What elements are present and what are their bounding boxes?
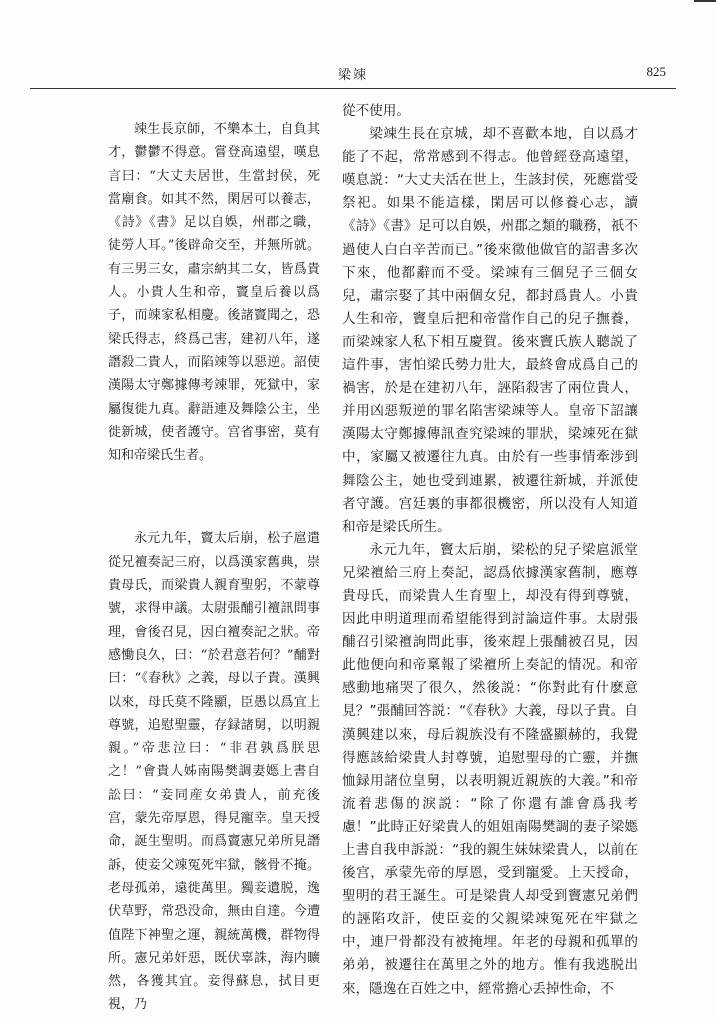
translation-paragraph-2: 永元九年，竇太后崩，梁松的兒子梁扈派堂兄梁襢給三府上奏記，認爲依據漢家舊制，應尊貴母氏，而梁貴人生育聖上，却没有得到尊號，因此申明道理而希望能得到討論這件事。太尉張酺召引梁襢詢問此事，後來趕上張酺被召見，因此他便向和帝稟報了梁襢所上奏記的情况。和帝感動地痛哭了很久，然後説：“你對此有什麽意見？”張酺回答説：“《春秋》大義，母以子貴。自漢興建以來，母后親族没有不隆盛顯赫的，我覺得應該給梁貴人封尊號，追慰聖母的亡靈，并撫恤録用諸位皇舅，以表明親近親族的大義。”和帝流着悲傷的淚説：“除了你還有誰會爲我考慮！”此時正好梁貴人的姐姐南陽樊調的妻子梁嫕上書自我申訴説：“我的親生妹妹梁貴人，以前在後宫，承蒙先帝的厚恩，受到寵愛。上天授命，聖明的君王誕生。可是梁貴人却受到竇憲兄弟們的誣陷攻訐，使臣妾的父親梁竦冤死在牢獄之中，連尸骨都没有被掩埋。年老的母親和孤單的弟弟，被遷往在萬里之外的地方。惟有我逃脱出來，隱逸在百姓之中，經常擔心丢掉性命，不 (342, 541, 638, 997)
original-paragraph-2: 永元九年，竇太后崩，松子扈遣從兄襢奏記三府，以爲漢家舊典，崇貴母氏，而梁貴人親育聖躬，不蒙尊號，求得申議。太尉張酺引襢訊問事理，會後召見，因白襢奏記之狀。帝感慟良久，曰：“於君意若何？”酺對曰：“《春秋》之義，母以子貴。漢興以來，母氏莫不隆顯，臣愚以爲宜上尊號，追慰聖靈，存録諸舅，以明親親。”帝悲泣曰：“非君孰爲朕思之！”會貴人姊南陽樊調妻嫕上書自訟曰：“妾同産女弟貴人，前充後宫，蒙先帝厚恩，得見寵幸。皇天授命，誕生聖明。而爲竇憲兄弟所見譖訴，使妾父竦冤死牢獄，骸骨不掩。老母孤弟，遠徙萬里。獨妾遺脱，逸伏草野，常恐没命，無由自達。今遭值陛下神聖之運，親統萬機，群物得所。憲兄弟奸惡，既伏辜誅，海内曠然，各獲其宜。妾得蘇息，拭目更視，乃 (108, 531, 320, 1013)
page-header (30, 64, 676, 88)
original-paragraph-1: 竦生長京師，不樂本土，自負其才，鬱鬱不得意。嘗登高遠望，嘆息言曰：“大丈夫居世，生當封侯，死當廟食。如其不然，閑居可以養志，《詩》《書》足以自娛，州郡之職，徒勞人耳。”後辟命交至，并無所就。有三男三女，肅宗納其二女，皆爲貴人。小貴人生和帝，竇皇后養以爲子，而竦家私相慶。後諸竇聞之，恐梁氏得志，終爲己害，建初八年，遂譖殺二貴人，而陷竦等以惡逆。詔使漢陽太守鄭據傳考竦罪，死獄中，家屬復徙九真。辭語連及舞陰公主，坐徙新城，使者護守。宫省事密，莫有知和帝梁氏生者。 (108, 122, 320, 464)
translation-column (342, 100, 638, 1001)
running-title: 梁竦 (337, 68, 368, 83)
corner-mark (694, 0, 716, 2)
page-number: 825 (646, 64, 666, 79)
original-text-column (108, 118, 320, 1017)
header-rule (30, 88, 676, 89)
translation-paragraph-1: 梁竦生長在京城，却不喜歡本地，自以爲才能了不起，常常感到不得志。他曾經登高遠望，嘆息説：“大丈夫活在世上，生該封侯，死應當受祭祀。如果不能這樣，閑居可以修養心志，讀《詩》《書》足可以自娛，州郡之類的職務，祇不過使人白白辛苦而已。”後來徵他做官的詔書多次下來，他都辭而不受。梁竦有三個兒子三個女兒，肅宗娶了其中兩個女兒，都封爲貴人。小貴人生和帝，竇皇后把和帝當作自己的兒子撫養，而梁竦家人私下相互慶賀。後來竇氏族人聽説了這件事，害怕梁氏勢力壯大，最終會成爲自己的禍害，於是在建初八年，誣陷殺害了兩位貴人，并用凶惡叛逆的罪名陷害梁竦等人。皇帝下詔讓漢陽太守鄭據傳訊查究梁竦的罪狀，梁竦死在獄中，家屬又被遷往九真。由於有一些事情牽涉到舞陰公主，她也受到連累，被遷往新城，并派使者守護。宫廷裏的事都很機密，所以没有人知道和帝是梁氏所生。 (342, 126, 638, 535)
translation-continuation: 從不使用。 (342, 103, 410, 119)
